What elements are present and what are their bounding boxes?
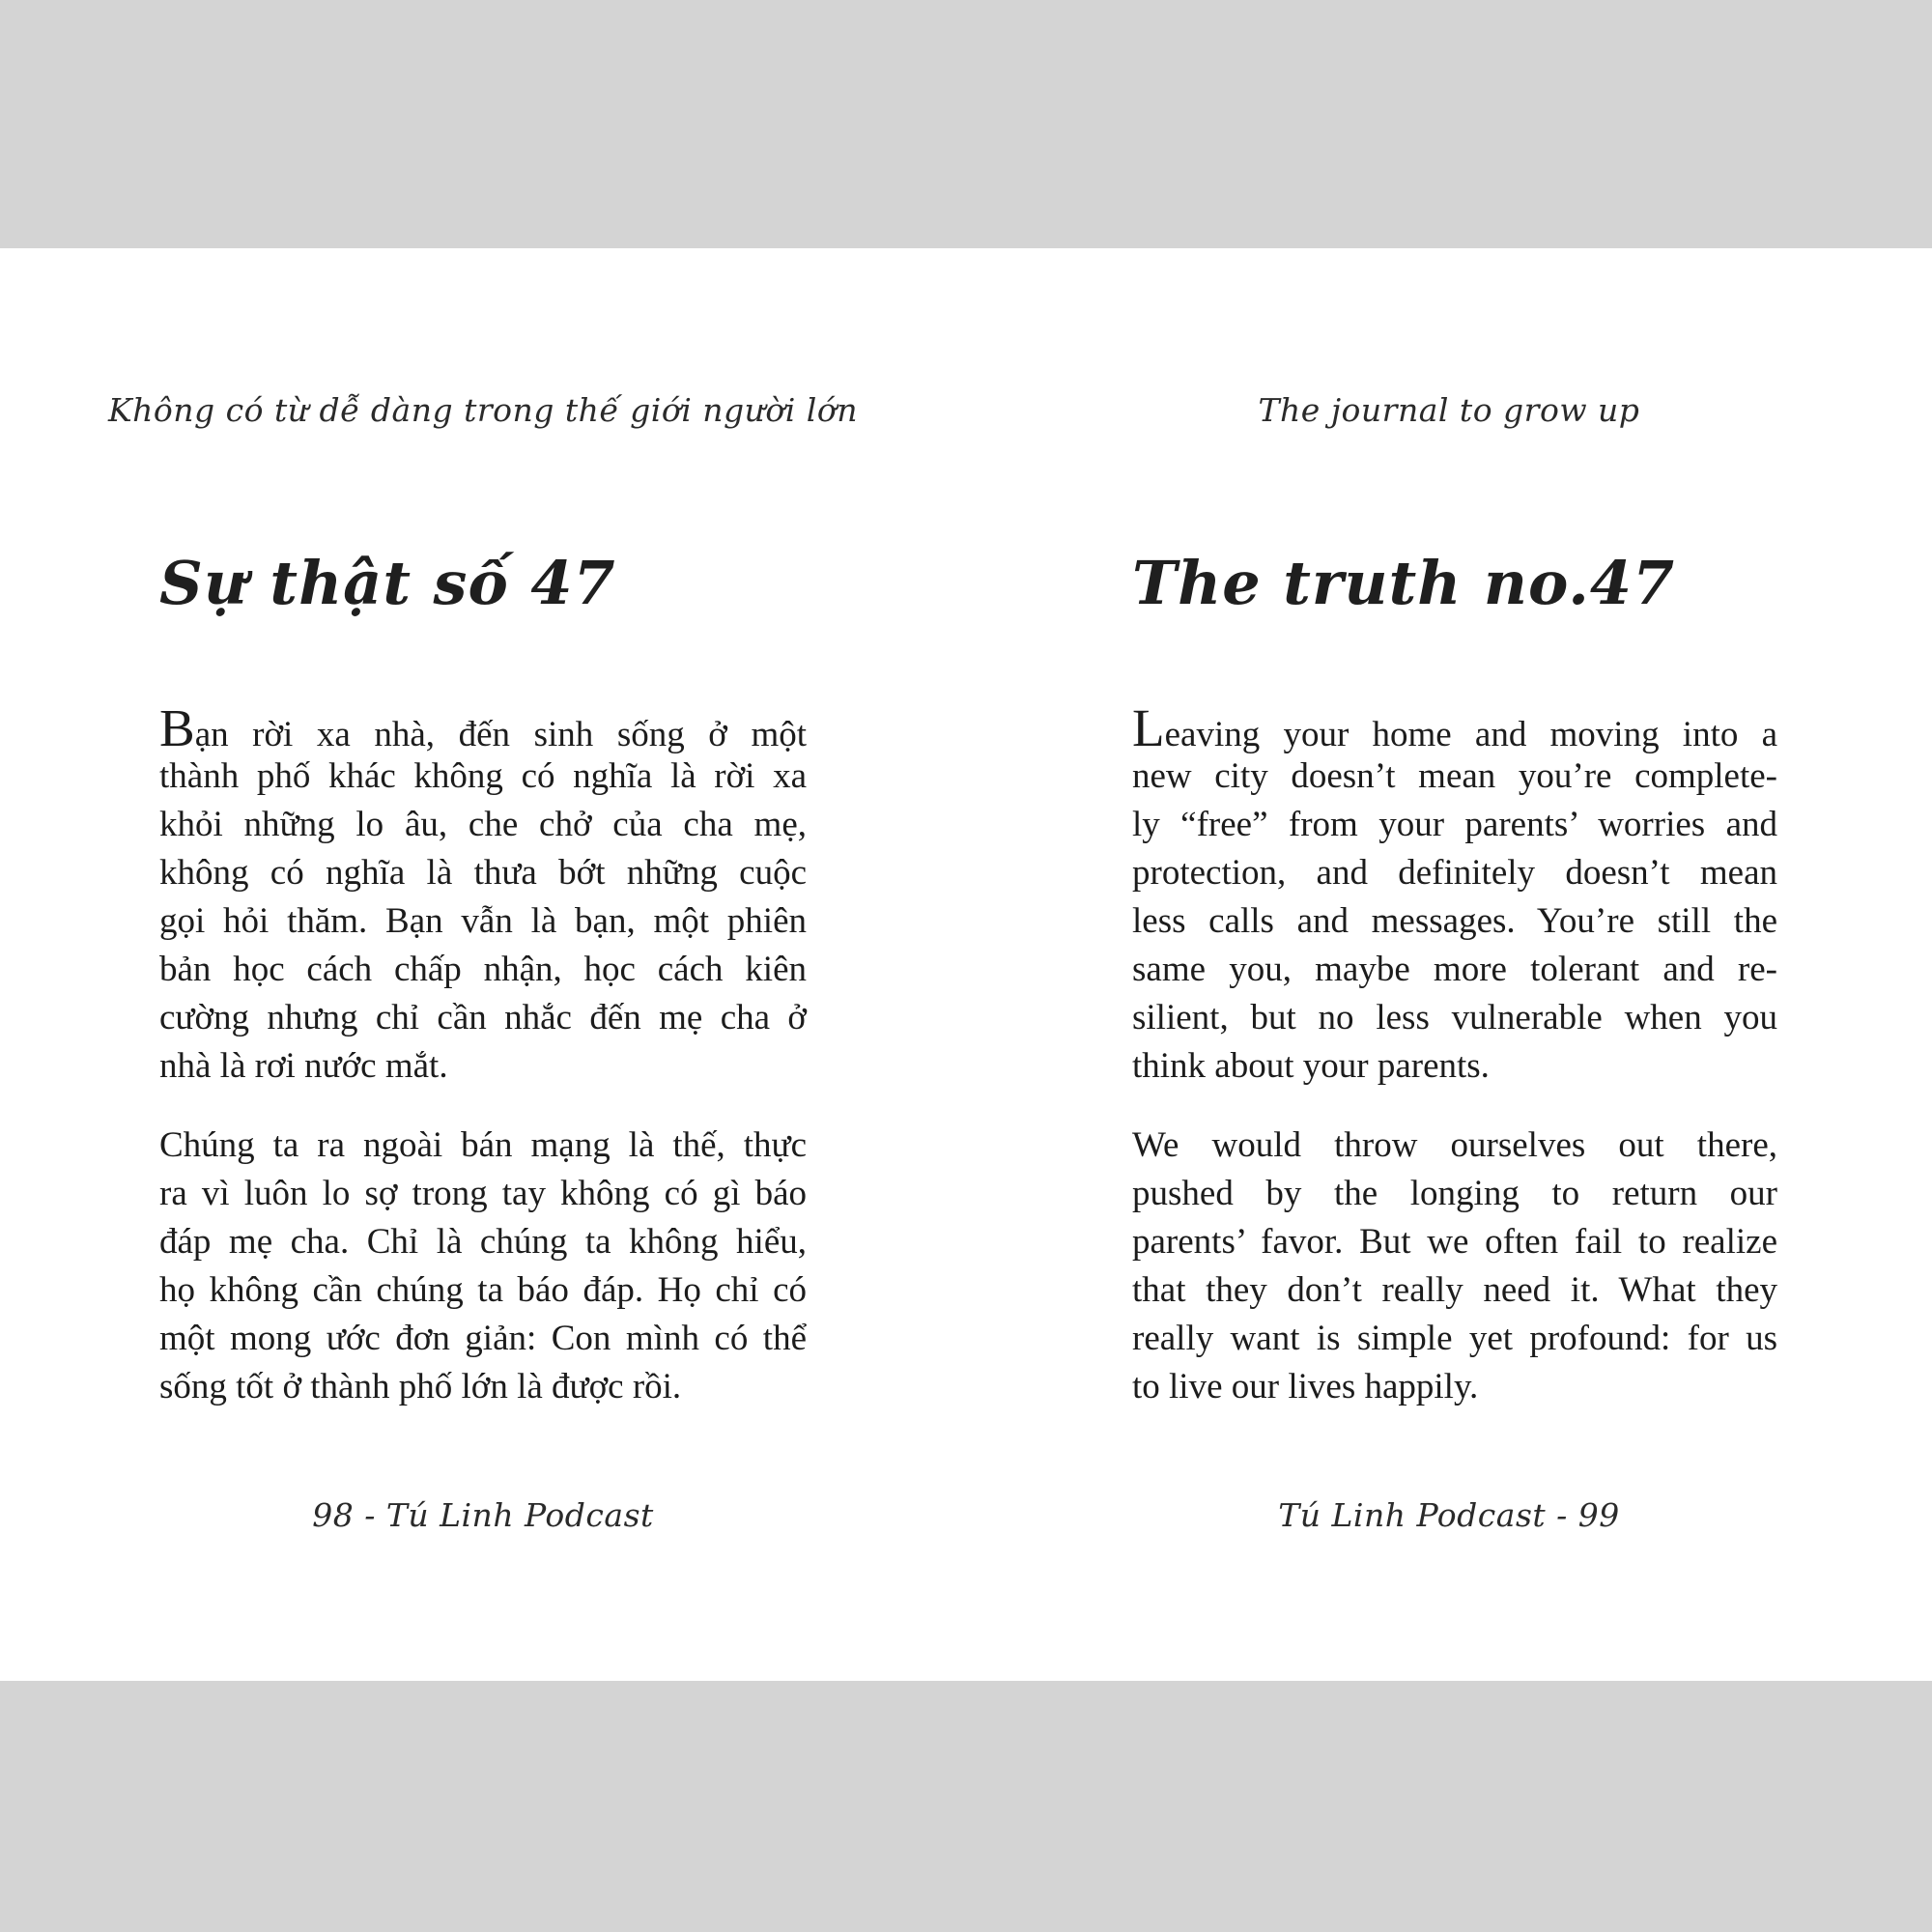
body-line: một mong ước đơn giản: Con mình có thể	[159, 1319, 807, 1358]
body-text-right	[1132, 698, 1777, 1411]
body-line: khỏi những lo âu, che chở của cha mẹ,	[159, 805, 807, 844]
body-line: new city doesn’t mean you’re complete-	[1132, 756, 1777, 796]
page-footer-left: 98 - Tú Linh Podcast	[312, 1496, 654, 1534]
paragraph	[1132, 698, 1777, 1091]
body-line: bản học cách chấp nhận, học cách kiên	[159, 950, 807, 989]
body-line: ra vì luôn lo sợ trong tay không có gì báo	[159, 1174, 807, 1213]
body-line: Leaving your home and moving into a	[1132, 698, 1777, 757]
page-footer-right: Tú Linh Podcast - 99	[1278, 1496, 1620, 1534]
right-page	[966, 248, 1932, 1681]
body-line: parents’ favor. But we often fail to realize	[1132, 1222, 1777, 1262]
body-line: nhà là rơi nước mắt.	[159, 1046, 448, 1086]
body-line: silient, but no less vulnerable when you	[1132, 998, 1777, 1037]
top-gray-band	[0, 0, 1932, 248]
body-line: gọi hỏi thăm. Bạn vẫn là bạn, một phiên	[159, 901, 807, 941]
body-line: cường nhưng chỉ cần nhắc đến mẹ cha ở	[159, 998, 807, 1037]
body-line: thành phố khác không có nghĩa là rời xa	[159, 756, 807, 796]
chapter-title-left: Sự thật số 47	[159, 548, 616, 618]
body-line: really want is simple yet profound: for us	[1132, 1319, 1777, 1358]
left-page	[0, 248, 966, 1681]
chapter-title-right: The truth no.47	[1132, 548, 1676, 618]
body-line: think about your parents.	[1132, 1046, 1490, 1086]
paragraph	[159, 698, 807, 1091]
body-line: không có nghĩa là thưa bớt những cuộc	[159, 853, 807, 893]
body-line: less calls and messages. You’re still the	[1132, 901, 1777, 941]
body-line: same you, maybe more tolerant and re-	[1132, 950, 1777, 989]
body-line: Chúng ta ra ngoài bán mạng là thế, thực	[159, 1125, 807, 1165]
body-line: to live our lives happily.	[1132, 1367, 1479, 1406]
body-line: ly “free” from your parents’ worries and	[1132, 805, 1777, 844]
bottom-gray-band	[0, 1681, 1932, 1932]
running-header-left: Không có từ dễ dàng trong thế giới người lớn	[108, 391, 858, 429]
body-line: sống tốt ở thành phố lớn là được rồi.	[159, 1367, 682, 1406]
body-line: đáp mẹ cha. Chỉ là chúng ta không hiểu,	[159, 1222, 807, 1262]
body-text-left	[159, 698, 807, 1411]
body-line: that they don’t really need it. What they	[1132, 1270, 1777, 1310]
paragraph	[1132, 1122, 1777, 1411]
body-line: pushed by the longing to return our	[1132, 1174, 1777, 1213]
paragraph	[159, 1122, 807, 1411]
body-line: Bạn rời xa nhà, đến sinh sống ở một	[159, 698, 807, 757]
body-line: protection, and definitely doesn’t mean	[1132, 853, 1777, 893]
body-line: We would throw ourselves out there,	[1132, 1125, 1777, 1165]
body-line: họ không cần chúng ta báo đáp. Họ chỉ có	[159, 1270, 807, 1310]
running-header-right: The journal to grow up	[1258, 391, 1640, 429]
